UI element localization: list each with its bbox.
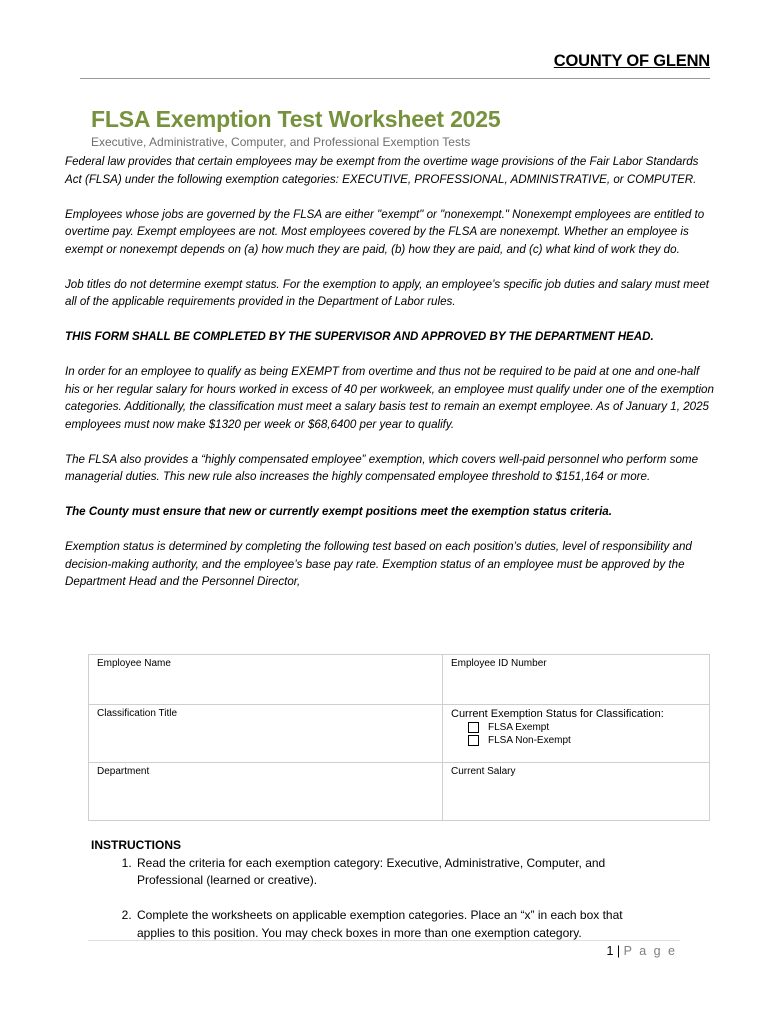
department-field[interactable] (89, 763, 443, 821)
instruction-item: 2. Complete the worksheets on applicable exemption categories. Place an “x” in each box that applies to this position. You may check boxes in more than one exemption category. (135, 907, 651, 942)
paragraph-job-titles: Job titles do not determine exempt status. For the exemption to apply, an employee’s specific job duties and salary must meet all of the applicable requirements provided in the Department of Labor rules. (65, 277, 710, 308)
county-header: COUNTY OF GLENN (553, 52, 710, 70)
paragraph-highly-compensated: The FLSA also provides a “highly compensated employee” exemption, which covers well-paid personnel who perform some managerial duties. This new rule also increases the highly compensated employee threshold to $151,164 or more. (65, 452, 699, 483)
employee-info-form (88, 654, 710, 821)
classification-title-label: Classification Title (97, 708, 178, 719)
exemption-status-label: Current Exemption Status for Classification: (451, 708, 664, 720)
employee-id-field[interactable] (443, 655, 710, 705)
page-number-separator: | (616, 944, 621, 958)
current-salary-field[interactable] (443, 763, 710, 821)
flsa-non-exempt-checkbox[interactable] (468, 735, 479, 746)
classification-title-field[interactable] (89, 705, 443, 763)
paragraph-intro: Federal law provides that certain employees may be exempt from the overtime wage provisions of the Fair Labor Standards Act (FLSA) under the following exemption categories: EXECUTIVE, PROFESSIONAL, ADMINISTRATIVE, or COMPUTER. (65, 155, 699, 186)
flsa-exempt-option[interactable] (468, 722, 701, 733)
page-number-value: 1 (606, 944, 614, 958)
instruction-item: 1. Read the criteria for each exemption category: Executive, Administrative, Computer, and Professional (learned or creative). (135, 855, 651, 890)
page-label: P a g e (623, 944, 677, 958)
body-text (65, 153, 715, 608)
employee-name-field[interactable] (89, 655, 443, 705)
current-salary-label: Current Salary (451, 766, 516, 777)
exemption-status-field (443, 705, 710, 763)
page-subtitle: Executive, Administrative, Computer, and Professional Exemption Tests (91, 135, 471, 149)
flsa-exempt-checkbox[interactable] (468, 722, 479, 733)
page-title: FLSA Exemption Test Worksheet 2025 (91, 106, 501, 132)
flsa-non-exempt-label: FLSA Non-Exempt (488, 735, 571, 746)
employee-id-label: Employee ID Number (451, 658, 547, 669)
flsa-exempt-label: FLSA Exempt (488, 722, 550, 733)
instructions-section (91, 837, 651, 942)
paragraph-form-notice: THIS FORM SHALL BE COMPLETED BY THE SUPERVISOR AND APPROVED BY THE DEPARTMENT HEAD. (65, 330, 654, 343)
flsa-non-exempt-option[interactable] (468, 735, 701, 746)
footer-divider (88, 940, 680, 941)
paragraph-exemption-status: Exemption status is determined by completing the following test based on each position’s duties, level of responsibility and decision-making authority, and the employee’s base pay rate. Exemption status of an employee must be approved by the Department Head and the Personnel Director, (65, 540, 692, 588)
page-number (606, 944, 677, 958)
instructions-list (91, 855, 651, 943)
instructions-heading: INSTRUCTIONS (91, 838, 181, 852)
paragraph-county-must: The County must ensure that new or currently exempt positions meet the exemption status criteria. (65, 505, 612, 518)
employee-name-label: Employee Name (97, 658, 171, 669)
paragraph-exempt-definition: Employees whose jobs are governed by the FLSA are either "exempt" or "nonexempt." Nonexempt employees are entitled to overtime pay. Exempt employees are not. Most employees covered by the FLSA are nonexempt. Whether an employee is exempt or nonexempt depends on (a) how much they are paid, (b) how they are paid, and (c) what kind of work they do. (65, 207, 705, 256)
department-label: Department (97, 766, 150, 777)
paragraph-salary-test: In order for an employee to qualify as being EXEMPT from overtime and thus not be required to be paid at one and one-half his or her regular salary for hours worked in excess of 40 per workweek, an employee must qualify under one of the exemption categories. Additionally, the classification must meet a salary basis test to remain an exempt employee. As of January 1, 2025 employees must now make $1320 per week or $68,6400 per year to qualify. (65, 365, 714, 431)
header-divider (80, 78, 710, 79)
